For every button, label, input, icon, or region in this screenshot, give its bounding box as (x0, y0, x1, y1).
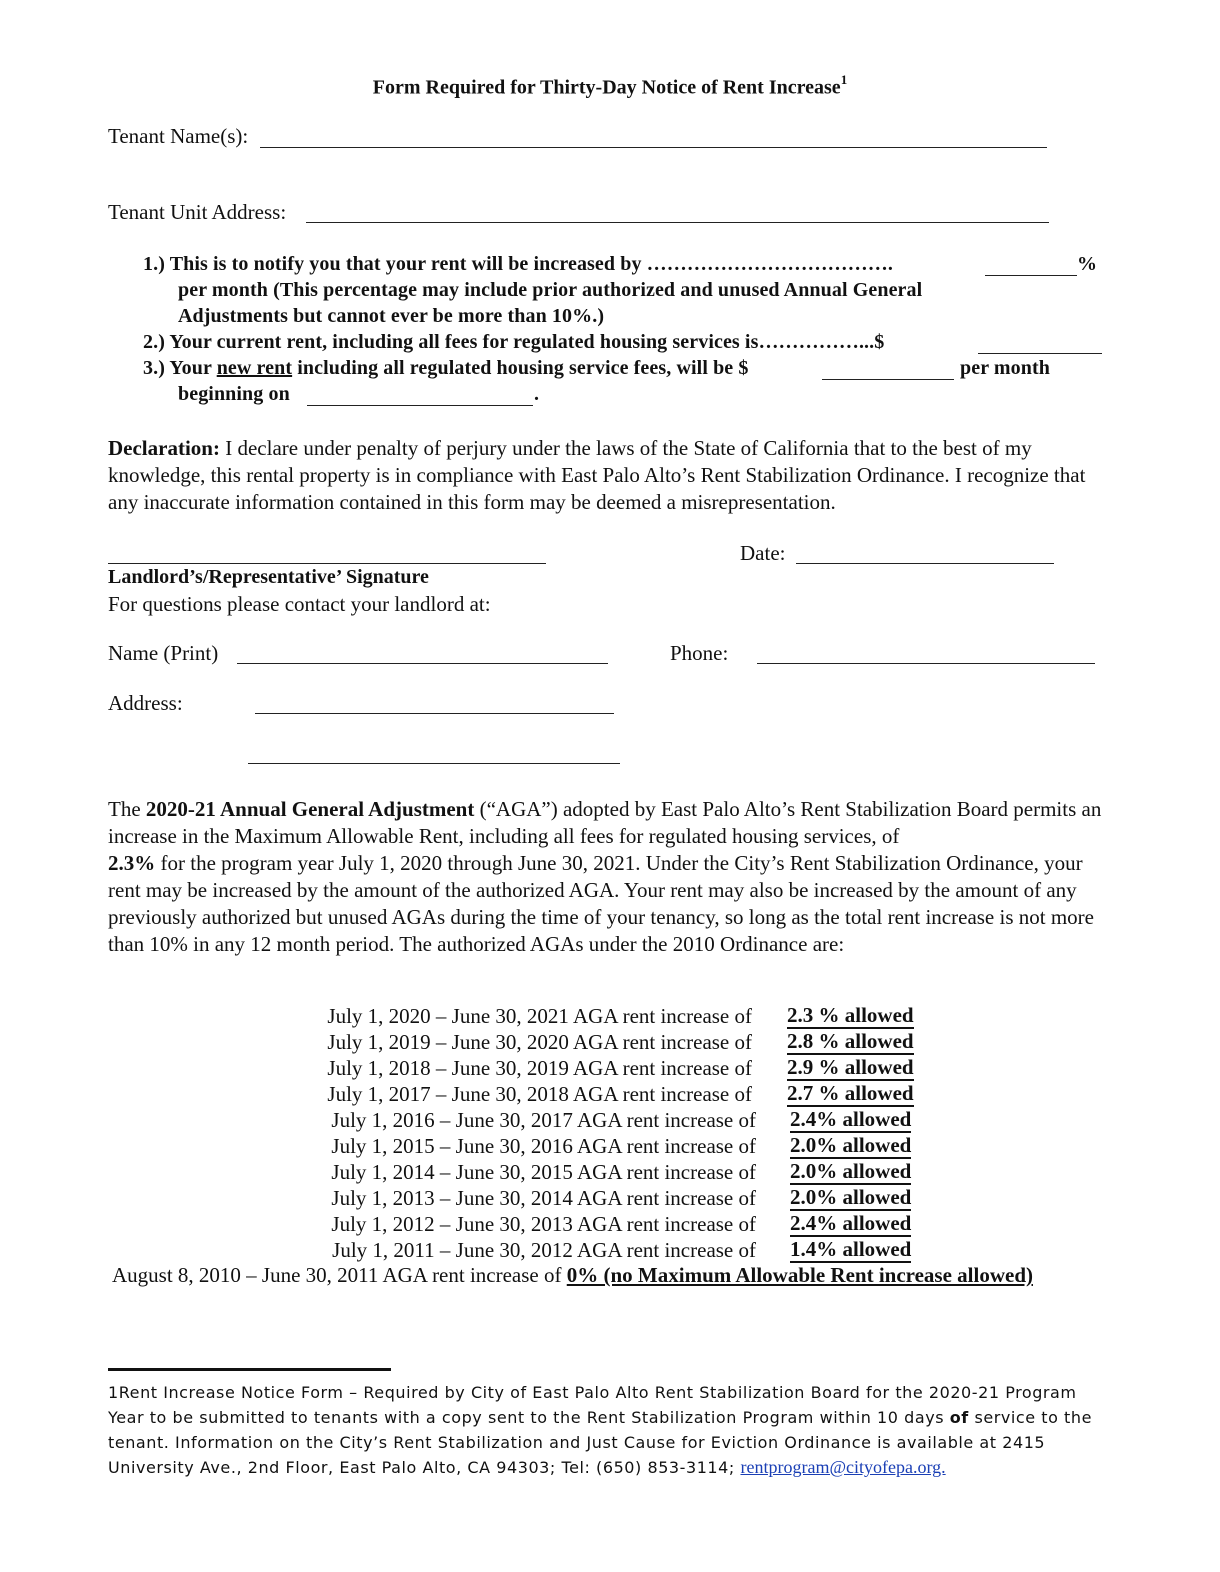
declaration-text: I declare under penalty of perjury under the laws of the State of California that to the best of my knowledge, this rental property is in compliance with East Palo Alto’s Rent Stabilization Ordinance. I recognize that any inaccurate information contained in this form may be deemed a misrepresentation. (108, 436, 1086, 514)
aga-period: July 1, 2013 – June 30, 2014 AGA rent increase of (331, 1186, 756, 1210)
aga-row (200, 1056, 752, 1082)
aga-period: July 1, 2018 – June 30, 2019 AGA rent increase of (327, 1056, 752, 1080)
percent-sign: % (1077, 253, 1098, 275)
beginning-period: . (534, 383, 540, 405)
aga-allowed: 2.3 % allowed (787, 1003, 914, 1027)
aga-row (200, 1134, 756, 1160)
email-link[interactable]: rentprogram@cityofepa.org. (740, 1457, 946, 1477)
aga-period: July 1, 2020 – June 30, 2021 AGA rent increase of (327, 1004, 752, 1028)
address-field-line2[interactable] (248, 763, 620, 764)
aga-period: July 1, 2012 – June 30, 2013 AGA rent increase of (331, 1212, 756, 1236)
item3-rest: including all regulated housing service fees, will be $ (297, 357, 749, 379)
contact-label: For questions please contact your landlord at: (108, 592, 491, 616)
aga-allowed: 2.7 % allowed (787, 1081, 914, 1105)
date-field[interactable] (796, 563, 1054, 564)
tenant-address-field[interactable] (306, 222, 1049, 223)
aga-row (200, 1004, 752, 1030)
aga-allowed: 1.4% allowed (790, 1237, 912, 1261)
aga-text1: (“AGA”) adopted by East Palo Alto’s Rent Stabilization Board permits an increase in the Maximum Allowable Rent, including all fees for regulated housing services, of (108, 797, 1102, 848)
aga-row (200, 1212, 756, 1238)
aga-last-allowed: 0% (no Maximum Allowable Rent increase allowed) (566, 1263, 1033, 1287)
aga-allowed: 2.4% allowed (790, 1107, 912, 1131)
aga-name: 2020-21 Annual General Adjustment (145, 797, 475, 821)
form-title (0, 74, 1220, 100)
tenant-names-field[interactable] (260, 147, 1047, 148)
tenant-names-label: Tenant Name(s): (108, 124, 249, 148)
aga-row (200, 1030, 752, 1056)
aga-last-row (112, 1263, 1033, 1288)
increase-percent-field[interactable] (985, 275, 1077, 276)
item3-new-rent: new rent (216, 357, 293, 379)
aga-row (200, 1238, 756, 1264)
per-month-label: per month (960, 357, 1050, 379)
item1-line3: Adjustments but cannot ever be more than 10%.) (178, 305, 605, 327)
aga-row (200, 1160, 756, 1186)
aga-period: July 1, 2016 – June 30, 2017 AGA rent increase of (331, 1108, 756, 1132)
declaration-paragraph (108, 435, 1108, 516)
footnote-text1: 1Rent Increase Notice Form – Required by City of East Palo Alto Rent Stabilization Board for the 2020-21 Program Year to be submitted to tenants with a copy sent to the Rent Stabilization Program within 10 days (108, 1383, 1077, 1427)
aga-row (200, 1186, 756, 1212)
aga-text2: for the program year July 1, 2020 through June 30, 2021. Under the City’s Rent Stabilization Ordinance, your rent may be increased by the amount of the authorized AGA. Your rent may also be increased by the amount of any previously authorized but unused AGAs during the time of your tenancy, so long as the total rent increase is not more than 10% in any 12 month period. The authorized AGAs under the 2010 Ordinance are: (108, 851, 1094, 956)
name-print-label: Name (Print) (108, 641, 219, 665)
item3-text (143, 357, 749, 380)
address-label: Address: (108, 691, 183, 715)
aga-allowed: 2.9 % allowed (787, 1055, 914, 1079)
aga-period: July 1, 2014 – June 30, 2015 AGA rent increase of (331, 1160, 756, 1184)
aga-period: July 1, 2015 – June 30, 2016 AGA rent increase of (331, 1134, 756, 1158)
aga-last-period: August 8, 2010 – June 30, 2011 AGA rent increase of (112, 1263, 562, 1287)
phone-label: Phone: (670, 641, 729, 665)
address-field-line1[interactable] (255, 713, 614, 714)
aga-row (200, 1082, 752, 1108)
aga-paragraph (108, 796, 1113, 958)
title-footnote-mark: 1 (840, 72, 848, 87)
item1-line1: 1.) This is to notify you that your rent will be increased by ………………………………. (143, 253, 893, 275)
name-print-field[interactable] (237, 663, 608, 664)
signature-label: Landlord’s/Representative’ Signature (108, 566, 429, 588)
aga-period: July 1, 2017 – June 30, 2018 AGA rent increase of (327, 1082, 752, 1106)
item3-prefix: 3.) Your (143, 357, 212, 379)
footnote (108, 1380, 1118, 1480)
aga-the: The (108, 797, 141, 821)
current-rent-field[interactable] (978, 353, 1102, 354)
form-title-text: Form Required for Thirty-Day Notice of Rent Increase (372, 76, 841, 99)
aga-percent: 2.3% (108, 851, 156, 875)
footnote-of: of (949, 1408, 969, 1427)
aga-allowed: 2.0% allowed (790, 1159, 912, 1183)
aga-period: July 1, 2019 – June 30, 2020 AGA rent increase of (327, 1030, 752, 1054)
aga-row (200, 1108, 756, 1134)
signature-line[interactable] (108, 563, 546, 564)
aga-allowed: 2.4% allowed (790, 1211, 912, 1235)
item1-line2: per month (This percentage may include prior authorized and unused Annual General (178, 279, 923, 301)
item2-text: 2.) Your current rent, including all fees for regulated housing services is……………...$ (143, 331, 885, 353)
aga-period: July 1, 2011 – June 30, 2012 AGA rent increase of (332, 1238, 756, 1262)
beginning-on-label: beginning on (178, 383, 290, 405)
aga-allowed: 2.0% allowed (790, 1133, 912, 1157)
phone-field[interactable] (757, 663, 1095, 664)
aga-allowed: 2.8 % allowed (787, 1029, 914, 1053)
aga-allowed: 2.0% allowed (790, 1185, 912, 1209)
footnote-text2: service to the tenant. Information on the City’s Rent Stabilization and Just Cause for Eviction Ordinance is available at 2415 University Ave., 2nd Floor, East Palo Alto, CA 94303; Tel: (650) 853-3114; (108, 1408, 1092, 1477)
new-rent-field[interactable] (822, 379, 954, 380)
footnote-separator (108, 1368, 391, 1371)
date-label: Date: (740, 541, 786, 565)
declaration-label: Declaration: (108, 436, 220, 460)
beginning-date-field[interactable] (307, 405, 533, 406)
tenant-address-label: Tenant Unit Address: (108, 200, 287, 224)
